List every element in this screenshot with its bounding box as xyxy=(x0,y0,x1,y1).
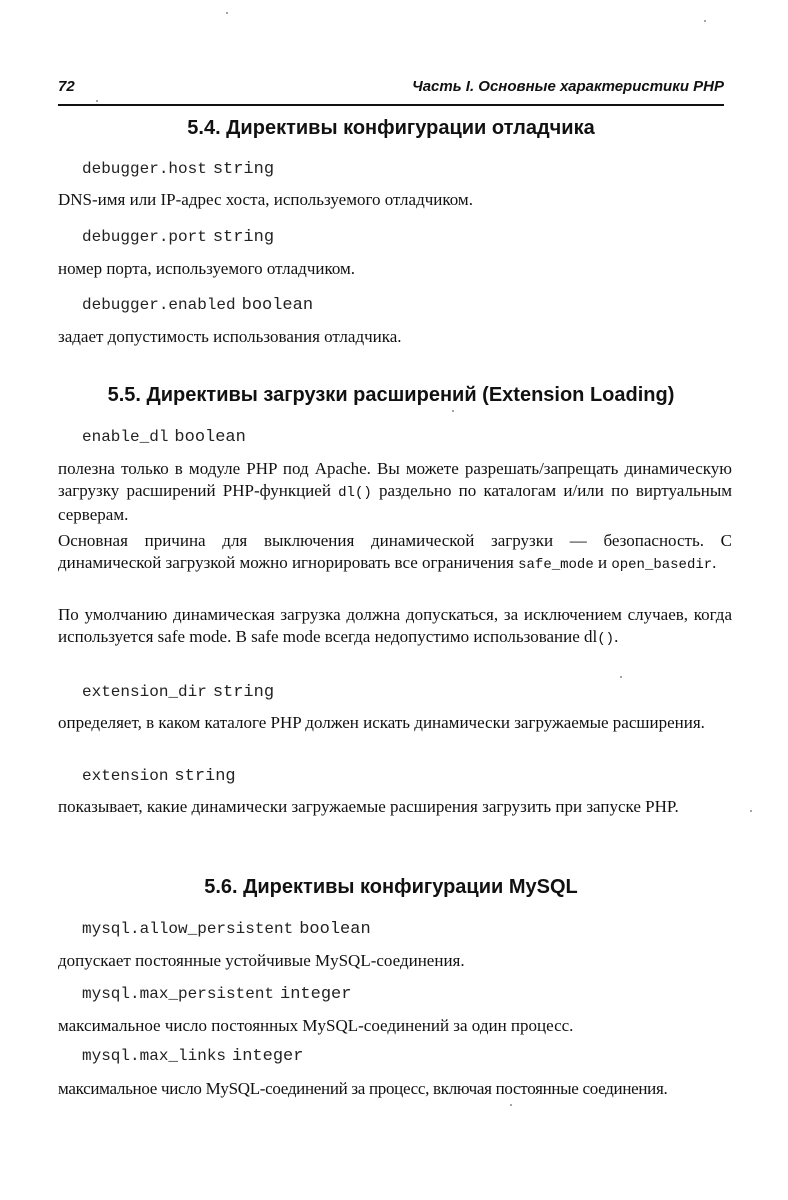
directive-name: mysql.allow_persistent xyxy=(82,920,294,938)
directive-type: string xyxy=(212,228,275,247)
text-run: . xyxy=(712,553,717,572)
scan-speck xyxy=(750,810,752,812)
directive-debugger-enabled xyxy=(82,296,313,315)
directive-type: string xyxy=(212,160,275,179)
paragraph-enable-dl-3 xyxy=(58,604,732,650)
directive-extension-dir xyxy=(82,683,274,702)
paragraph-enable-dl-1 xyxy=(58,458,732,526)
inline-code: dl() xyxy=(338,485,372,501)
directive-description: задает допустимость использования отладчика. xyxy=(58,327,402,346)
directive-description: допускает постоянные устойчивые MySQL-соединения. xyxy=(58,951,465,970)
directive-description: максимальное число постоянных MySQL-соединений за один процесс. xyxy=(58,1016,574,1035)
directive-type: boolean xyxy=(174,428,246,447)
directive-type: boolean xyxy=(241,296,314,315)
directive-name: enable_dl xyxy=(82,428,169,446)
scan-speck xyxy=(452,410,454,412)
text-run: . xyxy=(614,627,619,646)
text-run: и xyxy=(593,553,612,572)
inline-code: open_basedir xyxy=(611,557,713,573)
scan-speck xyxy=(96,100,98,102)
page-header xyxy=(58,78,724,100)
text-run: полезна только в модуле PHP под Apache. Вы можете разрешать/запрещать динамическую загрузку расширений PHP-функцией xyxy=(58,459,732,500)
header-rule xyxy=(58,104,724,106)
directive-name: debugger.enabled xyxy=(82,296,236,314)
directive-type: boolean xyxy=(299,920,371,939)
text-run: раздельно по каталогам и/или по виртуальным серверам. xyxy=(58,481,732,524)
text-run: Основная причина для выключения динамической загрузки — безопасность. С динамической загрузкой можно игнорировать все ограничения xyxy=(58,531,732,572)
directive-debugger-port xyxy=(82,228,274,247)
directive-type: string xyxy=(174,767,236,786)
directive-debugger-host xyxy=(82,160,274,179)
directive-description: показывает, какие динамически загружаемые расширения загрузить при запуске PHP. xyxy=(58,797,679,816)
directive-description: определяет, в каком каталоге PHP должен искать динамически загружаемые расширения. xyxy=(58,713,705,732)
scan-speck xyxy=(226,12,228,14)
directive-description: номер порта, используемого отладчиком. xyxy=(58,259,356,278)
directive-description: максимальное число MySQL-соединений за процесс, включая постоянные соединения. xyxy=(58,1079,668,1098)
section-heading-mysql: 5.6. Директивы конфигурации MySQL xyxy=(204,876,578,898)
running-title: Часть I. Основные характеристики PHP xyxy=(412,78,724,95)
directive-name: extension_dir xyxy=(82,683,207,701)
directive-name: mysql.max_links xyxy=(82,1047,227,1065)
page-number: 72 xyxy=(58,78,75,95)
directive-mysql-max-persistent xyxy=(82,985,351,1004)
directive-name: mysql.max_persistent xyxy=(82,985,275,1003)
directive-name: extension xyxy=(82,767,169,785)
section-heading-extensions: 5.5. Директивы загрузки расширений (Extension Loading) xyxy=(107,384,675,406)
directive-name: debugger.host xyxy=(82,160,207,178)
directive-mysql-allow-persistent xyxy=(82,920,371,939)
inline-code: safe_mode xyxy=(518,557,594,573)
paragraph-enable-dl-2 xyxy=(58,530,732,576)
directive-type: string xyxy=(212,683,275,702)
scan-speck xyxy=(620,676,622,678)
directive-description: DNS-имя или IP-адрес хоста, используемого отладчиком. xyxy=(58,190,473,209)
section-heading-debugger: 5.4. Директивы конфигурации отладчика xyxy=(187,117,595,139)
directive-type: integer xyxy=(280,985,352,1004)
inline-code: () xyxy=(597,631,615,647)
directive-mysql-max-links xyxy=(82,1047,303,1066)
directive-enable-dl xyxy=(82,428,246,447)
text-run: По умолчанию динамическая загрузка должна допускаться, за исключением случаев, когда используется safe mode. В safe mode всегда недопустимо использование dl xyxy=(58,605,732,646)
directive-name: debugger.port xyxy=(82,228,207,246)
directive-type: integer xyxy=(232,1047,304,1066)
scan-speck xyxy=(704,20,706,22)
directive-extension xyxy=(82,767,236,786)
scan-speck xyxy=(510,1104,512,1106)
